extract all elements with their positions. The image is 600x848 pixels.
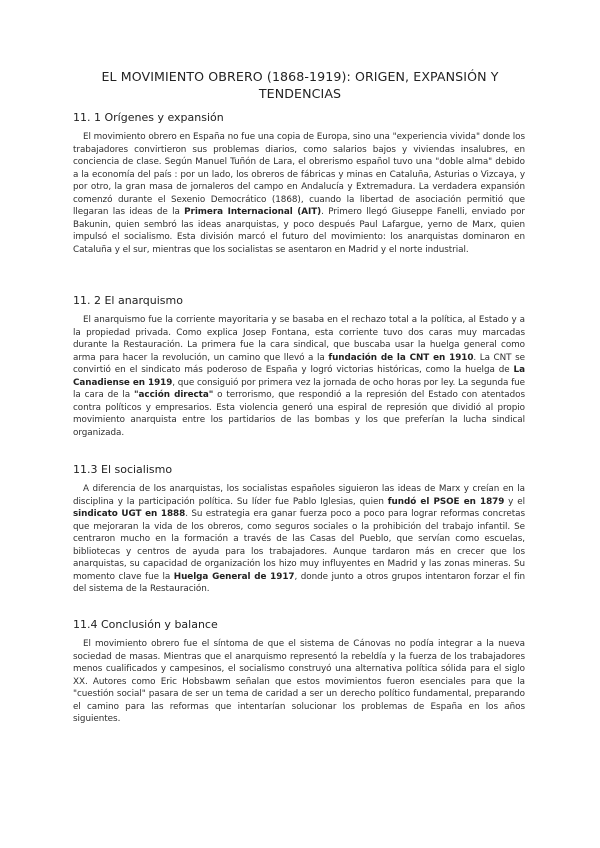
section-heading-anarquismo: 11. 2 El anarquismo <box>73 294 183 307</box>
section-paragraph-origenes <box>73 131 525 256</box>
paragraph-text: o terrorismo, que respondió a la represión del Estado con atentados contra políticos y empresarios. Esta violencia generó una espiral de represión que dividió al propio movimiento anarquista entre los partidarios de las bombas y los que preferían la lucha sindical organizada. <box>73 390 525 438</box>
paragraph-text: A diferencia de los anarquistas, los socialistas españoles siguieron las ideas de Marx y creían en la disciplina y la participación política. Su líder fue Pablo Iglesias, quien <box>73 484 525 507</box>
bold-term: sindicato UGT en 1888 <box>73 509 186 519</box>
paragraph-text: . La CNT se convirtió en el sindicato más poderoso de España y logró victorias históricas, como la huelga de <box>73 352 525 375</box>
paragraph-text: , que consiguió por primera vez la jornada de ocho horas por ley. La segunda fue la cara de la <box>73 377 526 400</box>
paragraph-text: El anarquismo fue la corriente mayoritaria y se basaba en el rechazo total a la política, al Estado y a la propiedad privada. Como explica Josep Fontana, esta corriente tuvo dos caras muy marcadas durante la Restauración. La primera fue la cara sindical, que buscaba usar la huelga general como arma para hacer la revolución, un camino que llevó a la <box>73 315 525 363</box>
paragraph-text: , donde junto a otros grupos intentaron forzar el fin del sistema de la Restauración. <box>73 571 525 594</box>
section-heading-conclusion: 11.4 Conclusión y balance <box>73 618 218 631</box>
section-heading-origenes: 11. 1 Orígenes y expansión <box>73 111 224 124</box>
bold-term: Huelga General de 1917 <box>173 571 295 582</box>
section-paragraph-conclusion <box>73 638 525 726</box>
section-paragraph-socialismo <box>73 483 525 596</box>
bold-term: La Canadiense en 1919 <box>73 365 525 388</box>
paragraph-text: . Primero llegó Giuseppe Fanelli, enviado por Bakunin, quien sembró las ideas anarquistas, y poco después Paul Lafargue, yerno de Marx, quien impulsó el socialismo. Esta división marcó el futuro del movimiento: los anarquistas dominaron en Cataluña y el sur, mientras que los socialistas se asentaron en Madrid y el norte industrial. <box>73 207 525 255</box>
paragraph-text: El movimiento obrero en España no fue una copia de Europa, sino una "experiencia vivida" donde los trabajadores convirtieron sus problemas diarios, como salarios bajos y viviendas insalubres, en conciencia de clase. Según Manuel Tuñón de Lara, el obrerismo español tuvo una "doble alma" debido a la economía del país : por un lado, los obreros de fábricas y minas en Cataluña, Asturias o Vizcaya, y por otro, la gran masa de jornaleros del campo en Andalucía y Extremadura. La verdadera expansión comenzó durante el Sexenio Democrático (1868), cuando la libertad de asociación permitió que llegaran las ideas de la <box>73 132 525 217</box>
paragraph-text: . Su estrategia era ganar fuerza poco a poco para lograr reformas concretas que mejoraran la vida de los obreros, como seguros sociales o la prohibición del trabajo infantil. Se centraron mucho en la formación a través de las Casas del Pueblo, que servían como escuelas, bibliotecas y centros de ayuda para los trabajadores. Aunque tardaron más en crecer que los anarquistas, su capacidad de organización los hizo muy influyentes en Madrid y las zonas mineras. Su momento clave fue la <box>73 509 525 582</box>
section-paragraph-anarquismo <box>73 314 525 439</box>
bold-term: Primera Internacional (AIT) <box>184 207 322 217</box>
paragraph-text: y el <box>504 496 526 507</box>
page-title: EL MOVIMIENTO OBRERO (1868-1919): ORIGEN, EXPANSIÓN Y TENDENCIAS <box>101 69 499 101</box>
bold-term: fundación de la CNT en 1910 <box>328 352 474 363</box>
section-heading-socialismo: 11.3 El socialismo <box>73 463 173 476</box>
paragraph-text: El movimiento obrero fue el síntoma de que el sistema de Cánovas no podía integrar a la nueva sociedad de masas. Mientras que el anarquismo representó la rebeldía y la fuerza de los trabajadores menos cualificados y campesinos, el socialismo construyó una alternativa política sólida para el siglo XX. Autores como Eric Hobsbawm señalan que estos movimientos fueron esenciales para que la "cuestión social" pasara de ser un tema de caridad a ser un derecho político fundamental, preparando el camino para las reformas que intentarían solucionar los problemas de España en los años siguientes. <box>73 639 525 724</box>
bold-term: "acción directa" <box>134 390 214 400</box>
bold-term: fundó el PSOE en 1879 <box>387 496 505 507</box>
